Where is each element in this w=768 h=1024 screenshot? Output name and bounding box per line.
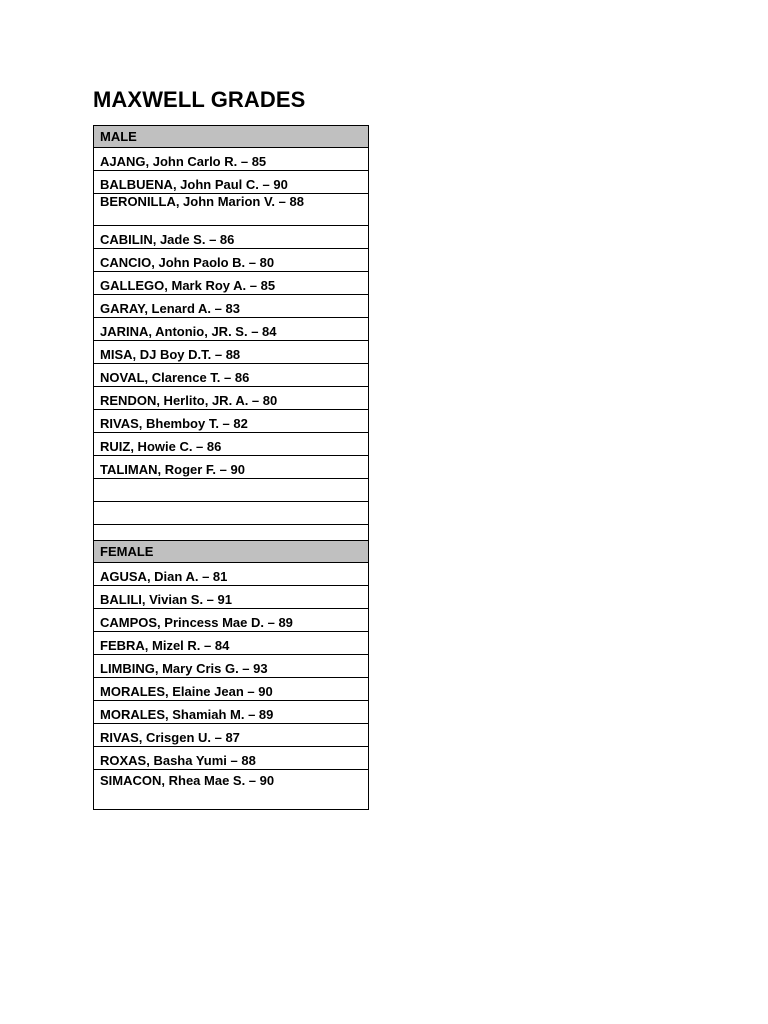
student-entry: MORALES, Shamiah M. – 89 [94, 701, 369, 724]
table-row [94, 456, 369, 479]
table-row [94, 770, 369, 810]
student-entry: RUIZ, Howie C. – 86 [94, 433, 369, 456]
student-entry: LIMBING, Mary Cris G. – 93 [94, 655, 369, 678]
student-entry: RIVAS, Crisgen U. – 87 [94, 724, 369, 747]
table-row [94, 724, 369, 747]
table-row [94, 318, 369, 341]
table-row [94, 249, 369, 272]
table-row [94, 171, 369, 194]
student-entry: CAMPOS, Princess Mae D. – 89 [94, 609, 369, 632]
page-title: MAXWELL GRADES [93, 87, 306, 112]
table-row [94, 364, 369, 387]
table-row [94, 563, 369, 586]
section-header-label: MALE [94, 126, 369, 148]
student-entry: ROXAS, Basha Yumi – 88 [94, 747, 369, 770]
student-entry: CANCIO, John Paolo B. – 80 [94, 249, 369, 272]
empty-cell [94, 525, 369, 541]
empty-row [94, 525, 369, 541]
table-row [94, 194, 369, 226]
grades-table [93, 125, 369, 810]
table-row [94, 410, 369, 433]
table-row [94, 678, 369, 701]
student-entry: JARINA, Antonio, JR. S. – 84 [94, 318, 369, 341]
table-row [94, 655, 369, 678]
table-row [94, 272, 369, 295]
section-header-female [94, 541, 369, 563]
section-header-label: FEMALE [94, 541, 369, 563]
table-row [94, 226, 369, 249]
student-entry: TALIMAN, Roger F. – 90 [94, 456, 369, 479]
student-entry: CABILIN, Jade S. – 86 [94, 226, 369, 249]
table-row [94, 433, 369, 456]
table-row [94, 632, 369, 655]
table-row [94, 701, 369, 724]
student-entry: BALBUENA, John Paul C. – 90 [94, 171, 369, 194]
student-entry: FEBRA, Mizel R. – 84 [94, 632, 369, 655]
table-row [94, 387, 369, 410]
table-row [94, 586, 369, 609]
table-row [94, 609, 369, 632]
student-entry: RIVAS, Bhemboy T. – 82 [94, 410, 369, 433]
student-entry: MORALES, Elaine Jean – 90 [94, 678, 369, 701]
student-entry: RENDON, Herlito, JR. A. – 80 [94, 387, 369, 410]
student-entry: GARAY, Lenard A. – 83 [94, 295, 369, 318]
table-row [94, 747, 369, 770]
student-entry: GALLEGO, Mark Roy A. – 85 [94, 272, 369, 295]
section-header-male [94, 126, 369, 148]
empty-cell [94, 502, 369, 525]
table-row [94, 295, 369, 318]
empty-row [94, 479, 369, 502]
empty-row [94, 502, 369, 525]
table-row [94, 148, 369, 171]
student-entry: AGUSA, Dian A. – 81 [94, 563, 369, 586]
student-entry: BALILI, Vivian S. – 91 [94, 586, 369, 609]
table-row [94, 341, 369, 364]
student-entry: AJANG, John Carlo R. – 85 [94, 148, 369, 171]
student-entry: SIMACON, Rhea Mae S. – 90 [94, 770, 369, 810]
student-entry: MISA, DJ Boy D.T. – 88 [94, 341, 369, 364]
student-entry: NOVAL, Clarence T. – 86 [94, 364, 369, 387]
empty-cell [94, 479, 369, 502]
student-entry: BERONILLA, John Marion V. – 88 [94, 194, 369, 226]
